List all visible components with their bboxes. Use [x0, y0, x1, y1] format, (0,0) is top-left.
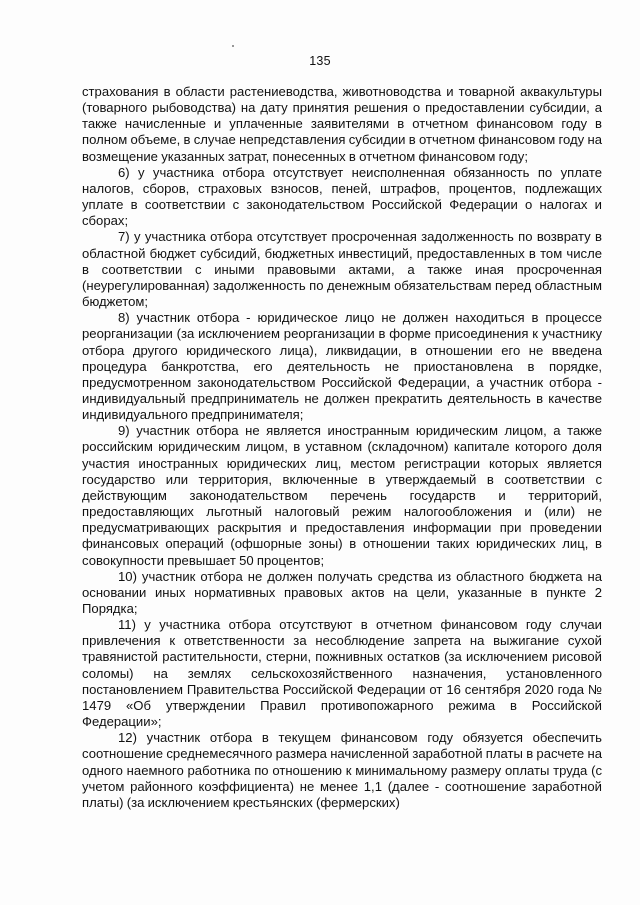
document-body: [82, 84, 602, 811]
paragraph-item-8: 8) участник отбора - юридическое лицо не должен находиться в процессе реорганизации (за исключением реорганизации в форме присоединения к участнику отбора другого юридического лица), ликвидации, в отношении его не введена процедура банкротства, его деятельность не приостановлена в порядке, предусмотренном законодательством Российской Федерации, а участник отбора - индивидуальный предприниматель не должен прекратить деятельность в качестве индивидуального предпринимателя;: [82, 310, 602, 423]
paragraph-item-6: 6) у участника отбора отсутствует неисполненная обязанность по уплате налогов, сборов, страховых взносов, пеней, штрафов, процентов, подлежащих уплате в соответствии с законодательством Российской Федерации о налогах и сборах;: [82, 164, 602, 229]
scan-speck: [232, 45, 234, 47]
paragraph-item-10: 10) участник отбора не должен получать средства из областного бюджета на основании иных нормативных правовых актов на цели, указанные в пункте 2 Порядка;: [82, 568, 602, 616]
paragraph-item-9: 9) участник отбора не является иностранным юридическим лицом, а также российским юридическим лицом, в уставном (складочном) капитале которого доля участия иностранных юридических лиц, местом регистрации которых является государство или территория, включенные в утверждаемый в соответствии с действующим законодательством перечень государств и территорий, предоставляющих льготный налоговый режим налогообложения и (или) не предусматривающих раскрытия и предоставления информации при проведении финансовых операций (офшорные зоны) в отношении таких юридических лиц, в совокупности превышает 50 процентов;: [82, 423, 602, 568]
paragraph-item-12: 12) участник отбора в текущем финансовом году обязуется обеспечить соотношение среднемесячного размера начисленной заработной платы в расчете на одного наемного работника по отношению к минимальному размеру оплаты труда (с учетом районного коэффициента) не менее 1,1 (далее - соотношение заработной платы) (за исключением крестьянских (фермерских): [82, 730, 602, 810]
page-number: 135: [309, 54, 331, 68]
paragraph-item-7: 7) у участника отбора отсутствует просроченная задолженность по возврату в областной бюджет субсидий, бюджетных инвестиций, предоставленных в том числе в соответствии с иными правовыми актами, а также иная просроченная (неурегулированная) задолженность по денежным обязательствам перед областным бюджетом;: [82, 229, 602, 310]
paragraph-item-11: 11) у участника отбора отсутствуют в отчетном финансовом году случаи привлечения к ответственности за несоблюдение запрета на выжигание сухой травянистой растительности, стерни, пожнивных остатков (за исключением рисовой соломы) на землях сельскохозяйственного назначения, установленного постановлением Правительства Российской Федерации от 16 сентября 2020 года № 1479 «Об утверждении Правил противопожарного режима в Российской Федерации»;: [82, 617, 602, 730]
paragraph-continuation: страхования в области растениеводства, животноводства и товарной аквакультуры (товарного рыбоводства) на дату принятия решения о предоставлении субсидии, а также начисленные и уплаченные заявителями в отчетном финансовом году в полном объеме, в случае непредставления субсидии в отчетном финансовом году на возмещение указанных затрат, понесенных в отчетном финансовом году;: [82, 84, 602, 164]
